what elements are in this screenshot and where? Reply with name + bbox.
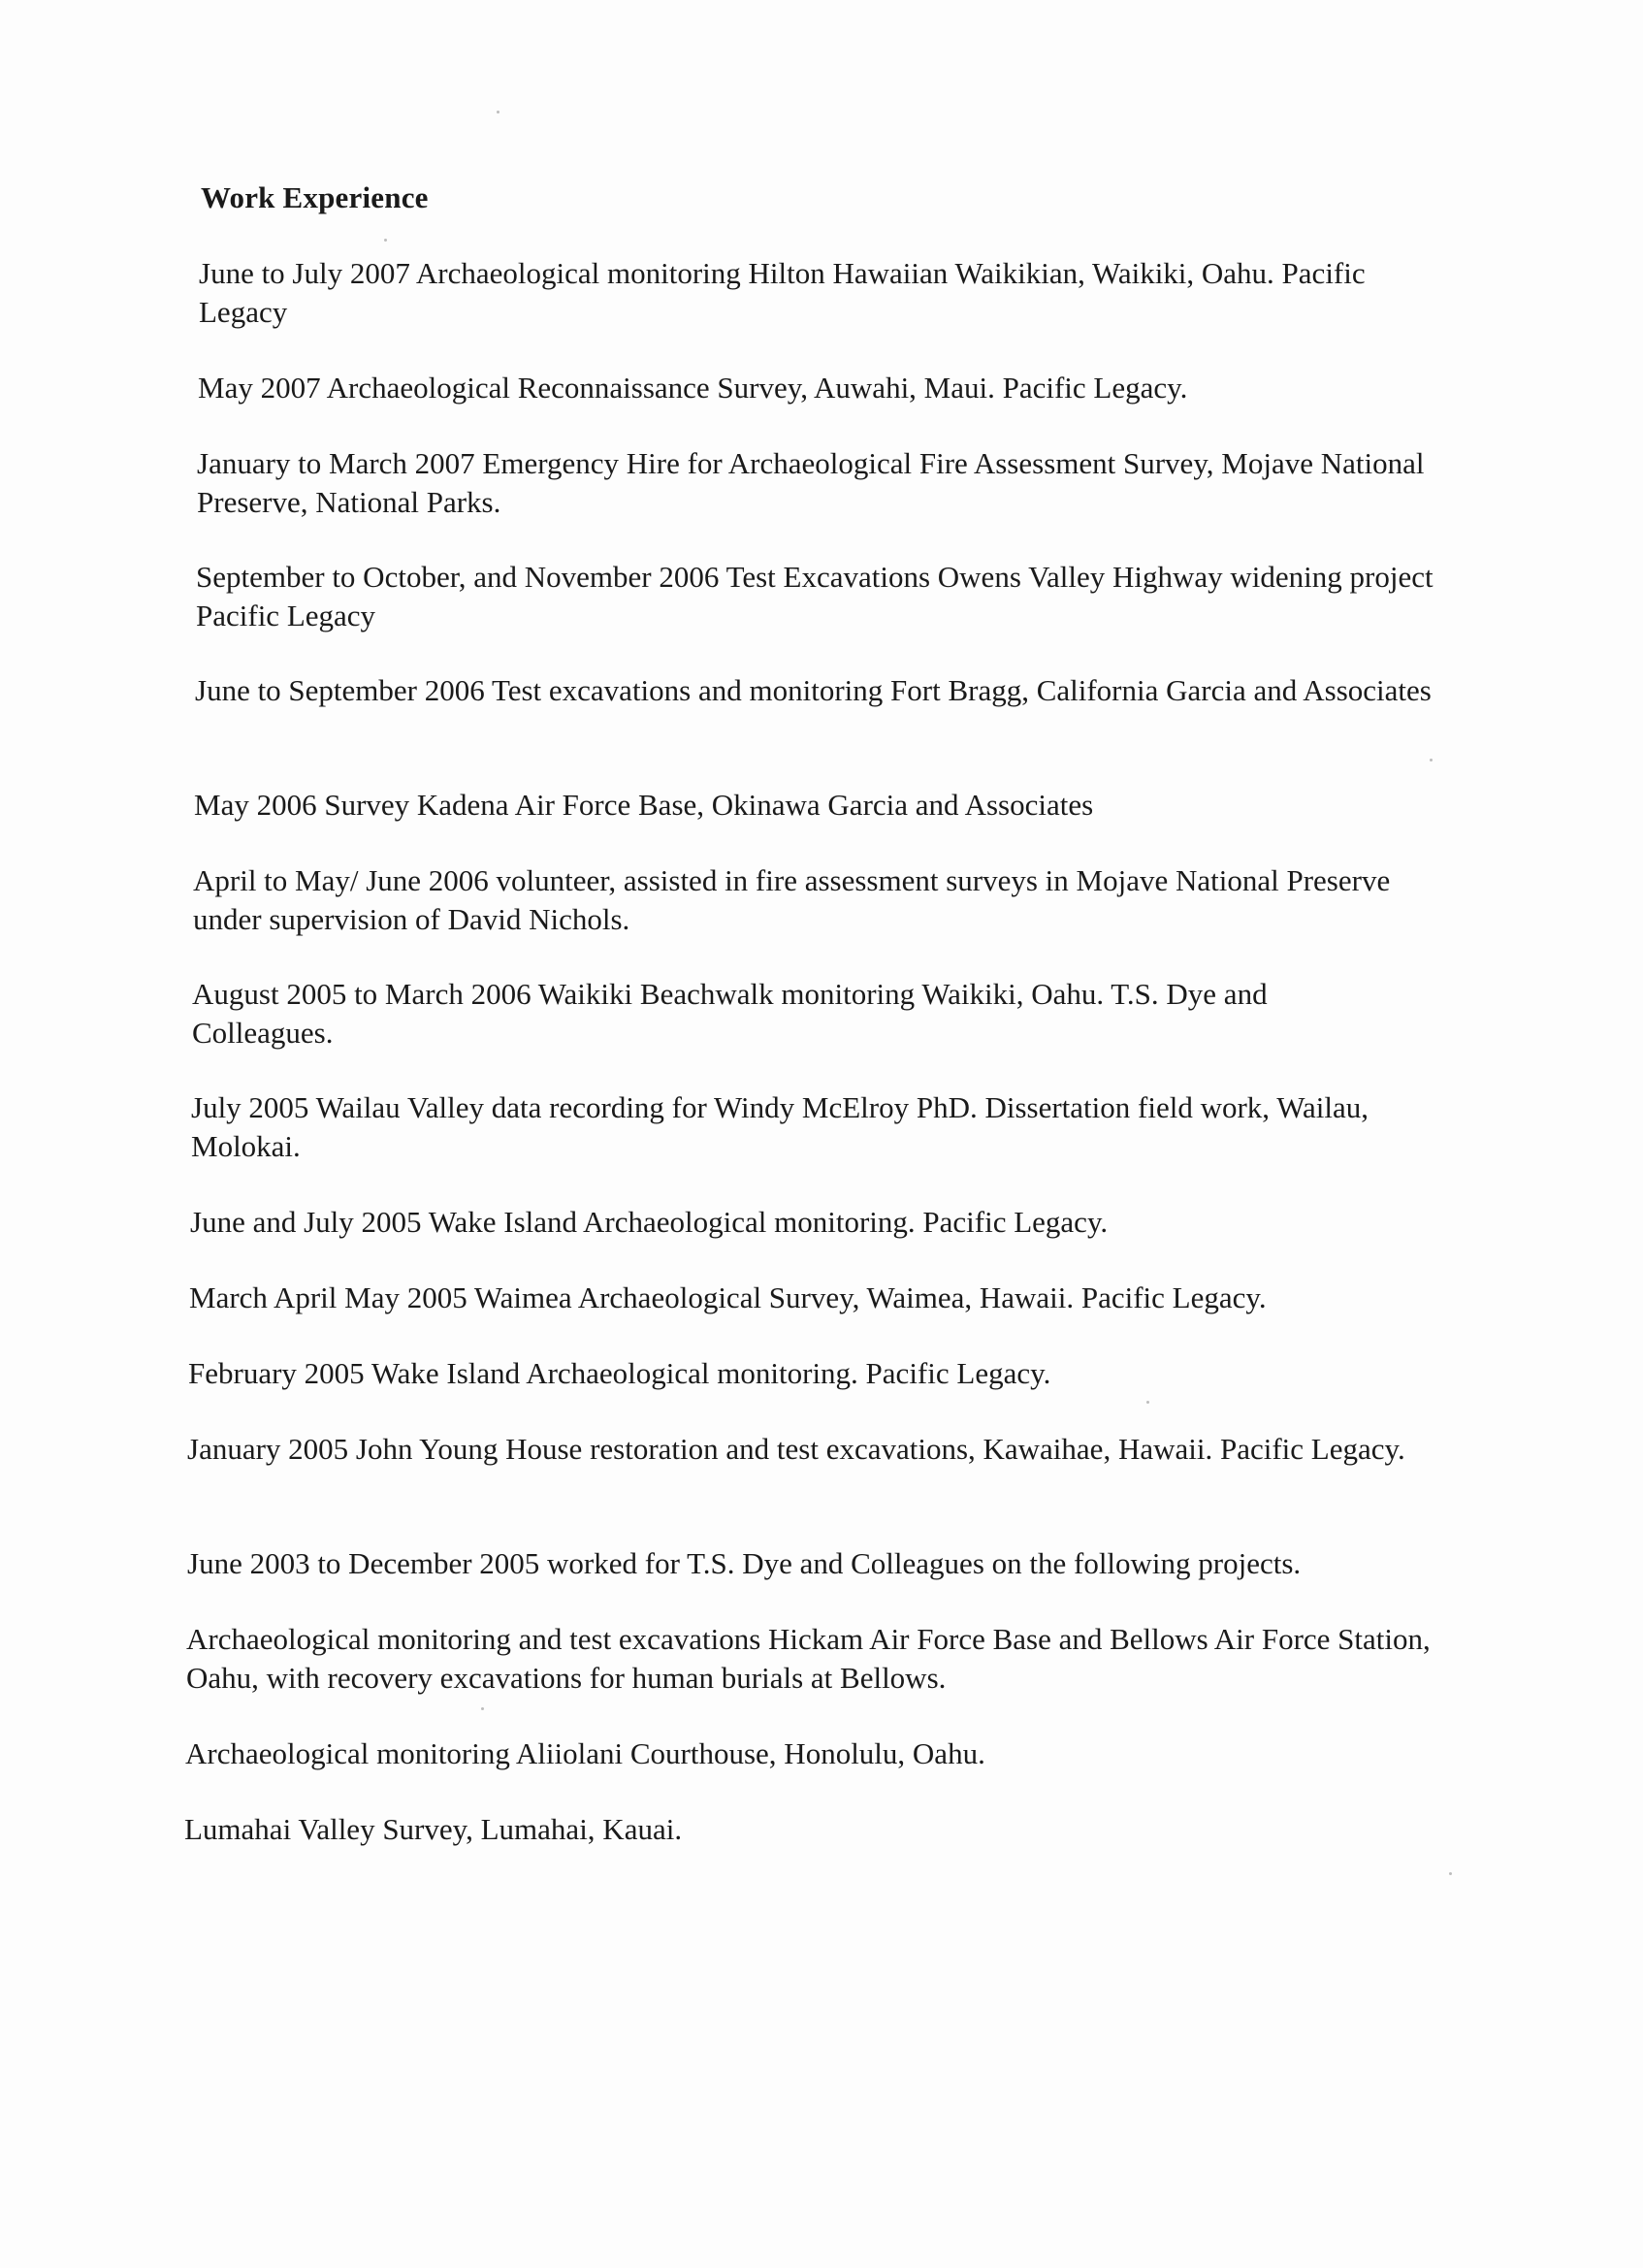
work-entry: May 2006 Survey Kadena Air Force Base, Okinawa Garcia and Associates [194, 788, 1094, 822]
work-entry: April to May/ June 2006 volunteer, assisted in fire assessment surveys in Mojave National Preserve under supervision of David Nichols. [193, 863, 1391, 936]
work-entry: June and July 2005 Wake Island Archaeological monitoring. Pacific Legacy. [190, 1205, 1109, 1239]
work-entry: January to March 2007 Emergency Hire for Archaeological Fire Assessment Survey, Mojave National Preserve, National Parks. [197, 446, 1425, 519]
scan-speck [1430, 759, 1433, 761]
work-entry: January 2005 John Young House restoration and test excavations, Kawaihae, Hawaii. Pacific Legacy. [187, 1432, 1405, 1466]
scan-speck [1449, 1872, 1452, 1875]
work-entry: September to October, and November 2006 Test Excavations Owens Valley Highway widening project Pacific Legacy [196, 560, 1434, 632]
work-entry: July 2005 Wailau Valley data recording for Windy McElroy PhD. Dissertation field work, Wailau, Molokai. [191, 1090, 1369, 1163]
work-entry: March April May 2005 Waimea Archaeological Survey, Waimea, Hawaii. Pacific Legacy. [189, 1280, 1267, 1314]
work-entry: Archaeological monitoring and test excavations Hickam Air Force Base and Bellows Air Force Station, Oahu, with recovery excavations for human burials at Bellows. [186, 1622, 1431, 1695]
work-entry: June to September 2006 Test excavations and monitoring Fort Bragg, California Garcia and Associates [195, 673, 1432, 707]
work-entry: June to July 2007 Archaeological monitoring Hilton Hawaiian Waikikian, Waikiki, Oahu. Pacific Legacy [199, 256, 1366, 329]
scan-speck [384, 239, 387, 242]
work-entry: June 2003 to December 2005 worked for T.S. Dye and Colleagues on the following projects. [187, 1546, 1302, 1580]
scan-speck [481, 1707, 484, 1710]
work-entry: August 2005 to March 2006 Waikiki Beachwalk monitoring Waikiki, Oahu. T.S. Dye and Colleagues. [192, 977, 1268, 1050]
work-entry: Archaeological monitoring Aliiolani Courthouse, Honolulu, Oahu. [185, 1736, 985, 1770]
work-entry: Lumahai Valley Survey, Lumahai, Kauai. [184, 1812, 683, 1846]
work-entry: February 2005 Wake Island Archaeological monitoring. Pacific Legacy. [188, 1356, 1051, 1390]
scan-speck [1146, 1401, 1149, 1404]
section-heading: Work Experience [201, 180, 429, 214]
scan-speck [497, 111, 499, 113]
work-entry: May 2007 Archaeological Reconnaissance Survey, Auwahi, Maui. Pacific Legacy. [198, 371, 1188, 405]
